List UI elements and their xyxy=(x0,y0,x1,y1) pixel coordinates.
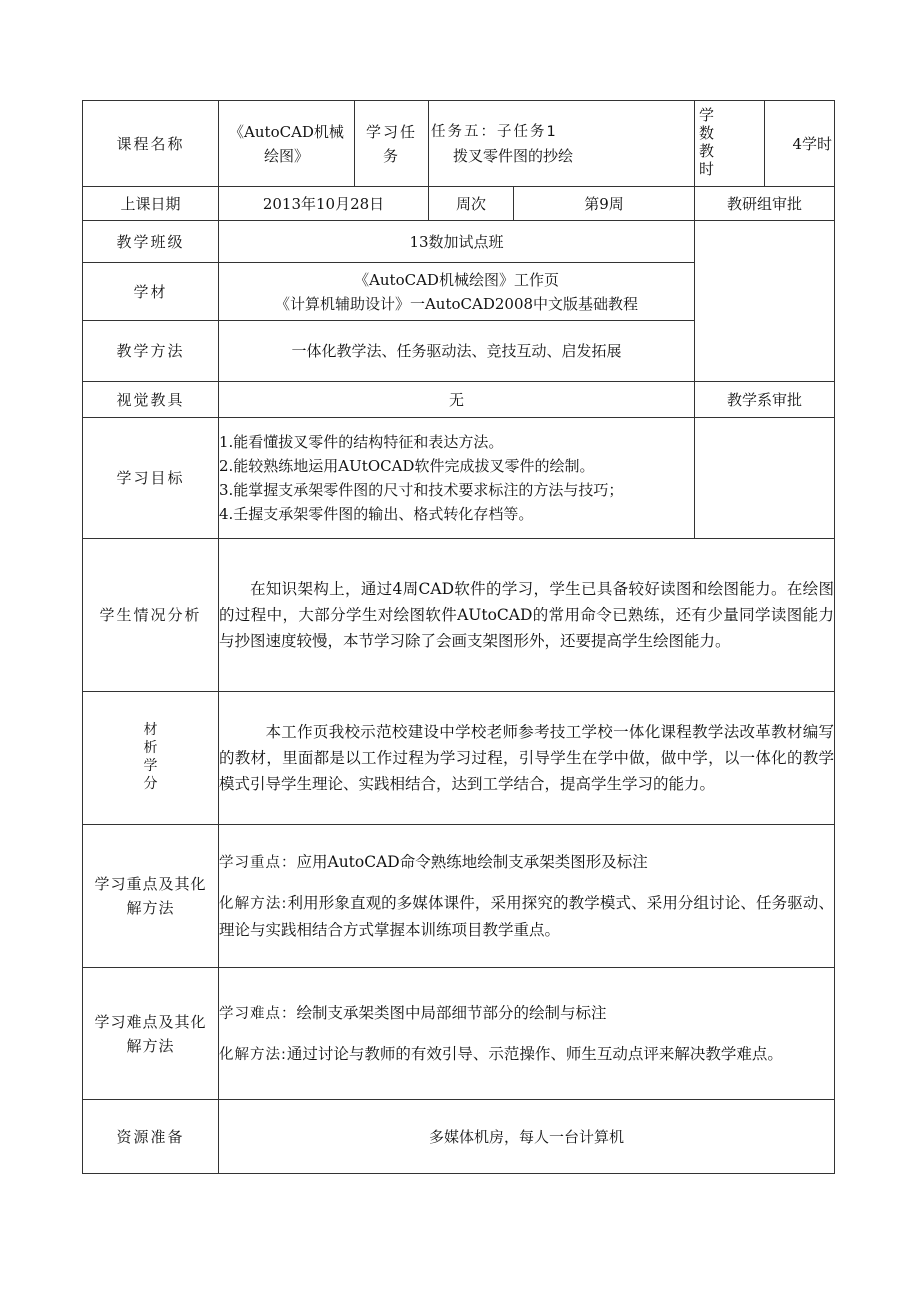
difficulties-label xyxy=(83,968,219,1100)
learning-task-label: 学习任务 xyxy=(355,101,429,187)
student-analysis-label: 学生情况分析 xyxy=(83,539,219,692)
row-resources xyxy=(83,1100,835,1174)
material-analysis-label xyxy=(83,692,219,825)
class-hours-label-char: 数 xyxy=(699,124,715,142)
teaching-class-label: 教学班级 xyxy=(83,221,219,263)
material-analysis-label-char: 学 xyxy=(143,758,158,774)
learning-task-value xyxy=(429,101,695,187)
department-approval-label: 教学系审批 xyxy=(695,382,835,418)
material-analysis-text xyxy=(219,692,835,825)
difficulty-method-content: 通过讨论与教师的有效引导、示范操作、师生互动点评来解决教学难点。 xyxy=(286,1044,783,1063)
class-hours-label-char: 时 xyxy=(699,160,715,178)
learning-objectives-label: 学习目标 xyxy=(83,418,219,539)
class-date-label: 上课日期 xyxy=(83,187,219,221)
material-analysis-paragraph: 本工作页我校示范校建设中学校老师参考技工学校一体化课程教学法改革教材编写的教材，里面都是以工作过程为学习过程，引导学生在学中做，做中学，以一体化的教学模式引导学生理论、实践相结合，达到工学结合，提高学生学习的能力。 xyxy=(219,723,835,793)
class-hours-label-char: 学 xyxy=(699,106,715,124)
materials-line-1: 《AutoCAD机械绘图》工作页 xyxy=(354,270,559,289)
teaching-method-value: 一体化教学法、任务驱动法、竞技互动、启发拓展 xyxy=(219,321,695,382)
task-subtitle: 拨叉零件图的抄绘 xyxy=(453,146,574,165)
spacer xyxy=(219,1027,834,1041)
row-student-analysis xyxy=(83,539,835,692)
key-method-line xyxy=(219,890,834,943)
class-hours-label-stack xyxy=(699,106,714,178)
teaching-class-value: 13数加试点班 xyxy=(219,221,695,263)
research-group-approval-box xyxy=(695,221,835,382)
materials-line-2: 《计算机辅助设计》一AutoCAD2008中文版基础教程 xyxy=(274,294,639,313)
class-hours-value: 4学时 xyxy=(765,101,835,187)
difficulty-method-heading: 化解方法: xyxy=(219,1046,287,1063)
material-analysis-label-char: 材 xyxy=(143,722,158,738)
difficulty-heading: 学习难点： xyxy=(219,1005,297,1022)
department-approval-box xyxy=(695,418,835,539)
difficulties-text xyxy=(219,968,835,1100)
teaching-method-label: 教学方法 xyxy=(83,321,219,382)
objective-item: 1.能看懂拔叉零件的结构特征和表达方法。 xyxy=(219,433,504,451)
row-date xyxy=(83,187,835,221)
difficulty-content: 绘制支承架类图中局部细节部分的绘制与标注 xyxy=(296,1003,607,1022)
material-analysis-label-char: 析 xyxy=(143,740,158,756)
class-hours-label-char: 教 xyxy=(699,142,715,160)
key-points-text xyxy=(219,825,835,968)
week-label: 周次 xyxy=(429,187,514,221)
objective-item: 3.能掌握支承架零件图的尺寸和技术要求标注的方法与技巧； xyxy=(219,481,624,499)
key-point-line xyxy=(219,849,834,876)
material-analysis-label-char: 分 xyxy=(143,776,158,792)
course-name-value: 《AutoCAD机械绘图》 xyxy=(219,101,355,187)
material-analysis-label-stack xyxy=(144,721,158,793)
row-key-points xyxy=(83,825,835,968)
row-visual-aids xyxy=(83,382,835,418)
key-points-label xyxy=(83,825,219,968)
key-method-heading: 化解方法: xyxy=(219,896,288,912)
difficulties-label-line1: 学习难点及其化 xyxy=(94,1012,207,1031)
student-analysis-paragraph: 在知识架构上，通过4周CAD软件的学习，学生已具备较好读图和绘图能力。在绘图的过程中，大部分学生对绘图软件AUtoCAD的常用命令已熟练，还有少量同学读图能力与抄图速度较慢，本节学习除了会画支架图形外，还要提高学生绘图能力。 xyxy=(219,580,835,650)
key-point-heading: 学习重点： xyxy=(219,855,297,871)
difficulty-line xyxy=(219,1000,834,1027)
row-class xyxy=(83,221,835,263)
difficulties-label-line2: 解方法 xyxy=(126,1036,175,1055)
learning-objectives-list xyxy=(219,418,695,539)
row-objectives xyxy=(83,418,835,539)
visual-aids-value: 无 xyxy=(219,382,695,418)
spacer xyxy=(219,876,834,890)
materials-label: 学材 xyxy=(83,263,219,321)
row-difficulties xyxy=(83,968,835,1100)
task-title: 任务五：子任务1 xyxy=(431,123,558,140)
lesson-plan-sheet xyxy=(82,100,834,1174)
resources-value: 多媒体机房，每人一台计算机 xyxy=(219,1100,835,1174)
course-name-label: 课程名称 xyxy=(83,101,219,187)
materials-value xyxy=(219,263,695,321)
key-points-label-line1: 学习重点及其化 xyxy=(94,875,207,893)
class-hours-label xyxy=(695,101,765,187)
resources-label: 资源准备 xyxy=(83,1100,219,1174)
row-course xyxy=(83,101,835,187)
objective-item: 2.能较熟练地运用AUtOCAD软件完成拔叉零件的绘制。 xyxy=(219,457,595,475)
key-point-content: 应用AutoCAD命令熟练地绘制支承架类图形及标注 xyxy=(296,853,648,871)
student-analysis-text xyxy=(219,539,835,692)
visual-aids-label: 视觉教具 xyxy=(83,382,219,418)
objective-item: 4.壬握支承架零件图的输出、格式转化存档等。 xyxy=(219,505,534,523)
key-points-label-line2: 解方法 xyxy=(126,899,175,917)
week-value: 第9周 xyxy=(514,187,695,221)
key-method-content: 利用形象直观的多媒体课件，采用探究的教学模式、采用分组讨论、任务驱动、理论与实践相结合方式掌握本训练项目教学重点。 xyxy=(219,894,834,939)
difficulty-method-line xyxy=(219,1041,834,1068)
row-material-analysis xyxy=(83,692,835,825)
lesson-plan-table xyxy=(82,100,835,1174)
research-group-approval-label: 教研组审批 xyxy=(695,187,835,221)
class-date-value: 2013年10月28日 xyxy=(219,187,429,221)
